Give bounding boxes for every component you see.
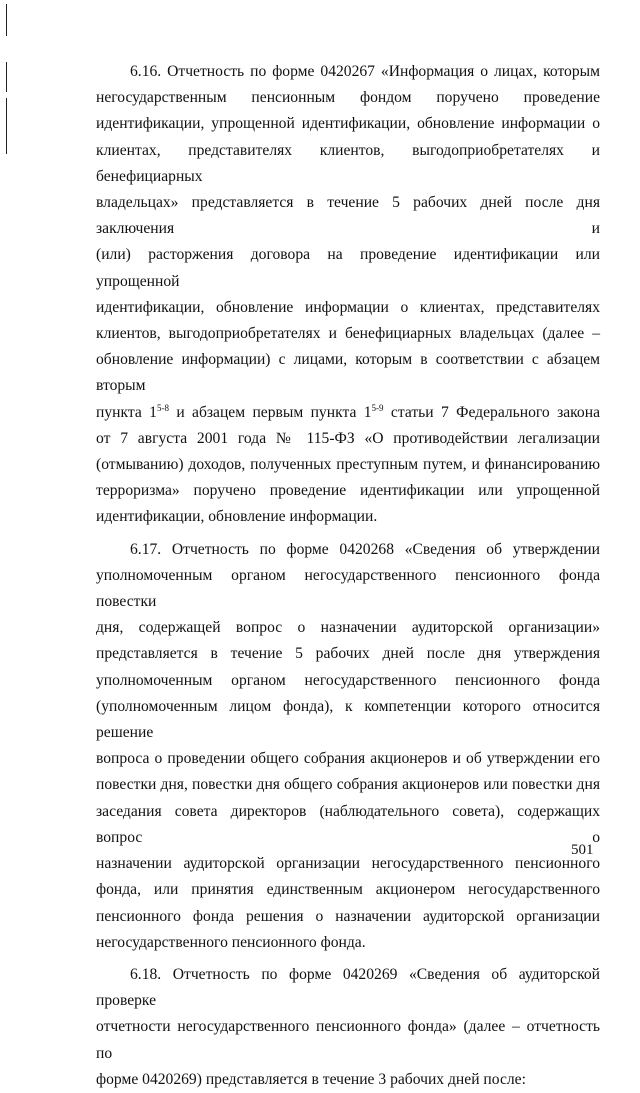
- margin-mark-middle: [6, 62, 7, 92]
- text-line: заседания совета директоров (наблюдательного совета), содержащих вопрос о: [96, 802, 600, 846]
- paragraph-6-18: [96, 962, 600, 1093]
- text-line: 6.17. Отчетность по форме 0420268 «Сведения об утверждении: [130, 540, 600, 558]
- text-line-with-superscripts: [96, 400, 600, 426]
- text-line: (уполномоченным лицом фонда), к компетенции которого относится решение: [96, 697, 600, 742]
- text-line: 6.18. Отчетность по форме 0420269 «Сведения об аудиторской проверке: [96, 965, 600, 1010]
- margin-mark-lower: [6, 98, 7, 154]
- text-line: представляется в течение 5 рабочих дней после дня утверждения: [96, 645, 600, 663]
- text-line: от 7 августа 2001 года № 115-ФЗ «О противодействии легализации: [96, 429, 600, 447]
- text-line: пенсионного фонда решения о назначении аудиторской организации: [96, 907, 600, 925]
- text-line: негосударственного пенсионного фонда.: [96, 933, 366, 951]
- text-line: владельцах» представляется в течение 5 рабочих дней после дня заключения и: [96, 194, 600, 238]
- text-line: фонда, или принятия единственным акционером негосударственного: [96, 881, 600, 899]
- text-fragment: и абзацем первым пункта 1: [168, 403, 372, 421]
- text-line: идентификации, обновление информации.: [96, 508, 378, 526]
- text-line: уполномоченным органом негосударственного пенсионного фонда повестки: [96, 566, 600, 611]
- text-line: назначении аудиторской организации негосударственного пенсионного: [96, 855, 600, 873]
- text-line: клиентов, выгодоприобретателях и бенефициарных владельцах (далее –: [96, 325, 600, 343]
- text-fragment: пункта 1: [96, 403, 157, 421]
- text-line: повестки дня, повестки дня общего собрания акционеров или повестки дня: [96, 776, 600, 794]
- paragraph-6-17: [96, 537, 600, 956]
- text-line: терроризма» поручено проведение идентификации или упрощенной: [96, 482, 600, 500]
- document-body: [96, 59, 600, 1093]
- superscript: 5-8: [156, 402, 169, 413]
- margin-mark-top: [6, 4, 7, 36]
- text-line: (отмыванию) доходов, полученных преступным путем, и финансированию: [96, 456, 600, 474]
- text-line: уполномоченным органом негосударственного пенсионного фонда: [96, 671, 600, 689]
- text-line: идентификации, упрощенной идентификации, обновление информации о: [96, 115, 600, 133]
- text-line: форме 0420269) представляется в течение 3 рабочих дней после:: [96, 1070, 526, 1088]
- text-fragment: статьи 7 Федерального закона: [383, 403, 601, 421]
- text-line: негосударственным пенсионным фондом поручено проведение: [96, 89, 600, 107]
- text-line: обновление информации) с лицами, которым в соответствии с абзацем вторым: [96, 351, 600, 395]
- text-line: (или) расторжения договора на проведение идентификации или упрощенной: [96, 246, 600, 290]
- text-line: отчетности негосударственного пенсионного фонда» (далее – отчетность по: [96, 1018, 600, 1062]
- page-number: 501: [571, 842, 594, 858]
- text-line: идентификации, обновление информации о клиентах, представителях: [96, 298, 600, 316]
- superscript: 5-9: [371, 402, 384, 413]
- text-line: клиентах, представителях клиентов, выгодоприобретателях и бенефициарных: [96, 141, 600, 185]
- text-line: 6.16. Отчетность по форме 0420267 «Информация о лицах, которым: [130, 63, 600, 80]
- text-line: дня, содержащей вопрос о назначении аудиторской организации»: [96, 619, 600, 637]
- text-line: вопроса о проведении общего собрания акционеров и об утверждении его: [96, 750, 600, 768]
- paragraph-6-16: [96, 59, 600, 531]
